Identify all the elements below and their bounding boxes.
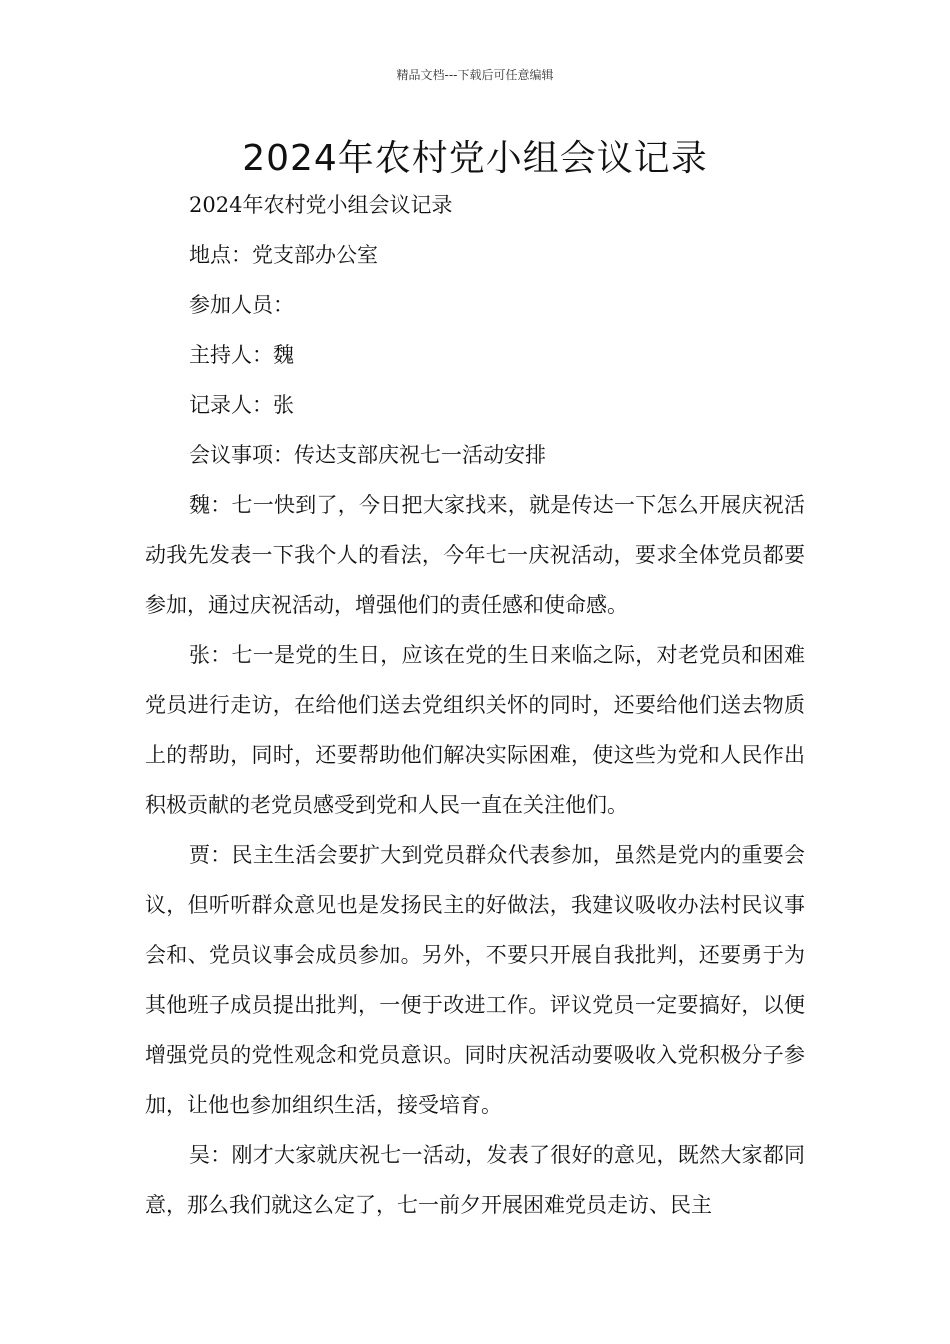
- speech-paragraph-wu: 吴：刚才大家就庆祝七一活动，发表了很好的意见，既然大家都同意，那么我们就这么定了，七一前夕开展困难党员走访、民主: [145, 1143, 805, 1217]
- document-title: 2024年农村党小组会议记录: [242, 138, 708, 179]
- speech-paragraph-zhang: 张：七一是党的生日，应该在党的生日来临之际，对老党员和困难党员进行走访，在给他们送去党组织关怀的同时，还要给他们送去物质上的帮助，同时，还要帮助他们解决实际困难，使这些为党和人民作出积极贡献的老党员感受到党和人民一直在关注他们。: [145, 643, 805, 817]
- document-subtitle: 2024年农村党小组会议记录: [189, 193, 453, 217]
- document-body: [145, 180, 805, 1230]
- speech-paragraph-jia: 贾：民主生活会要扩大到党员群众代表参加，虽然是党内的重要会议，但听听群众意见也是发扬民主的好做法，我建议吸收办法村民议事会和、党员议事会成员参加。另外，不要只开展自我批判，还要勇于为其他班子成员提出批判，一便于改进工作。评议党员一定要搞好，以便增强党员的党性观念和党员意识。同时庆祝活动要吸收入党积极分子参加，让他也参加组织生活，接受培育。: [145, 843, 805, 1117]
- meeting-participants: 参加人员：: [189, 293, 294, 317]
- document-header-note: 精品文档---下载后可任意编辑: [396, 68, 554, 82]
- meeting-recorder: 记录人：张: [189, 393, 294, 417]
- meeting-host: 主持人：魏: [189, 343, 294, 367]
- meeting-agenda: 会议事项：传达支部庆祝七一活动安排: [189, 443, 546, 467]
- meeting-location: 地点：党支部办公室: [189, 243, 378, 267]
- speech-paragraph-wei: 魏：七一快到了，今日把大家找来，就是传达一下怎么开展庆祝活动我先发表一下我个人的看法，今年七一庆祝活动，要求全体党员都要参加，通过庆祝活动，增强他们的责任感和使命感。: [145, 493, 805, 617]
